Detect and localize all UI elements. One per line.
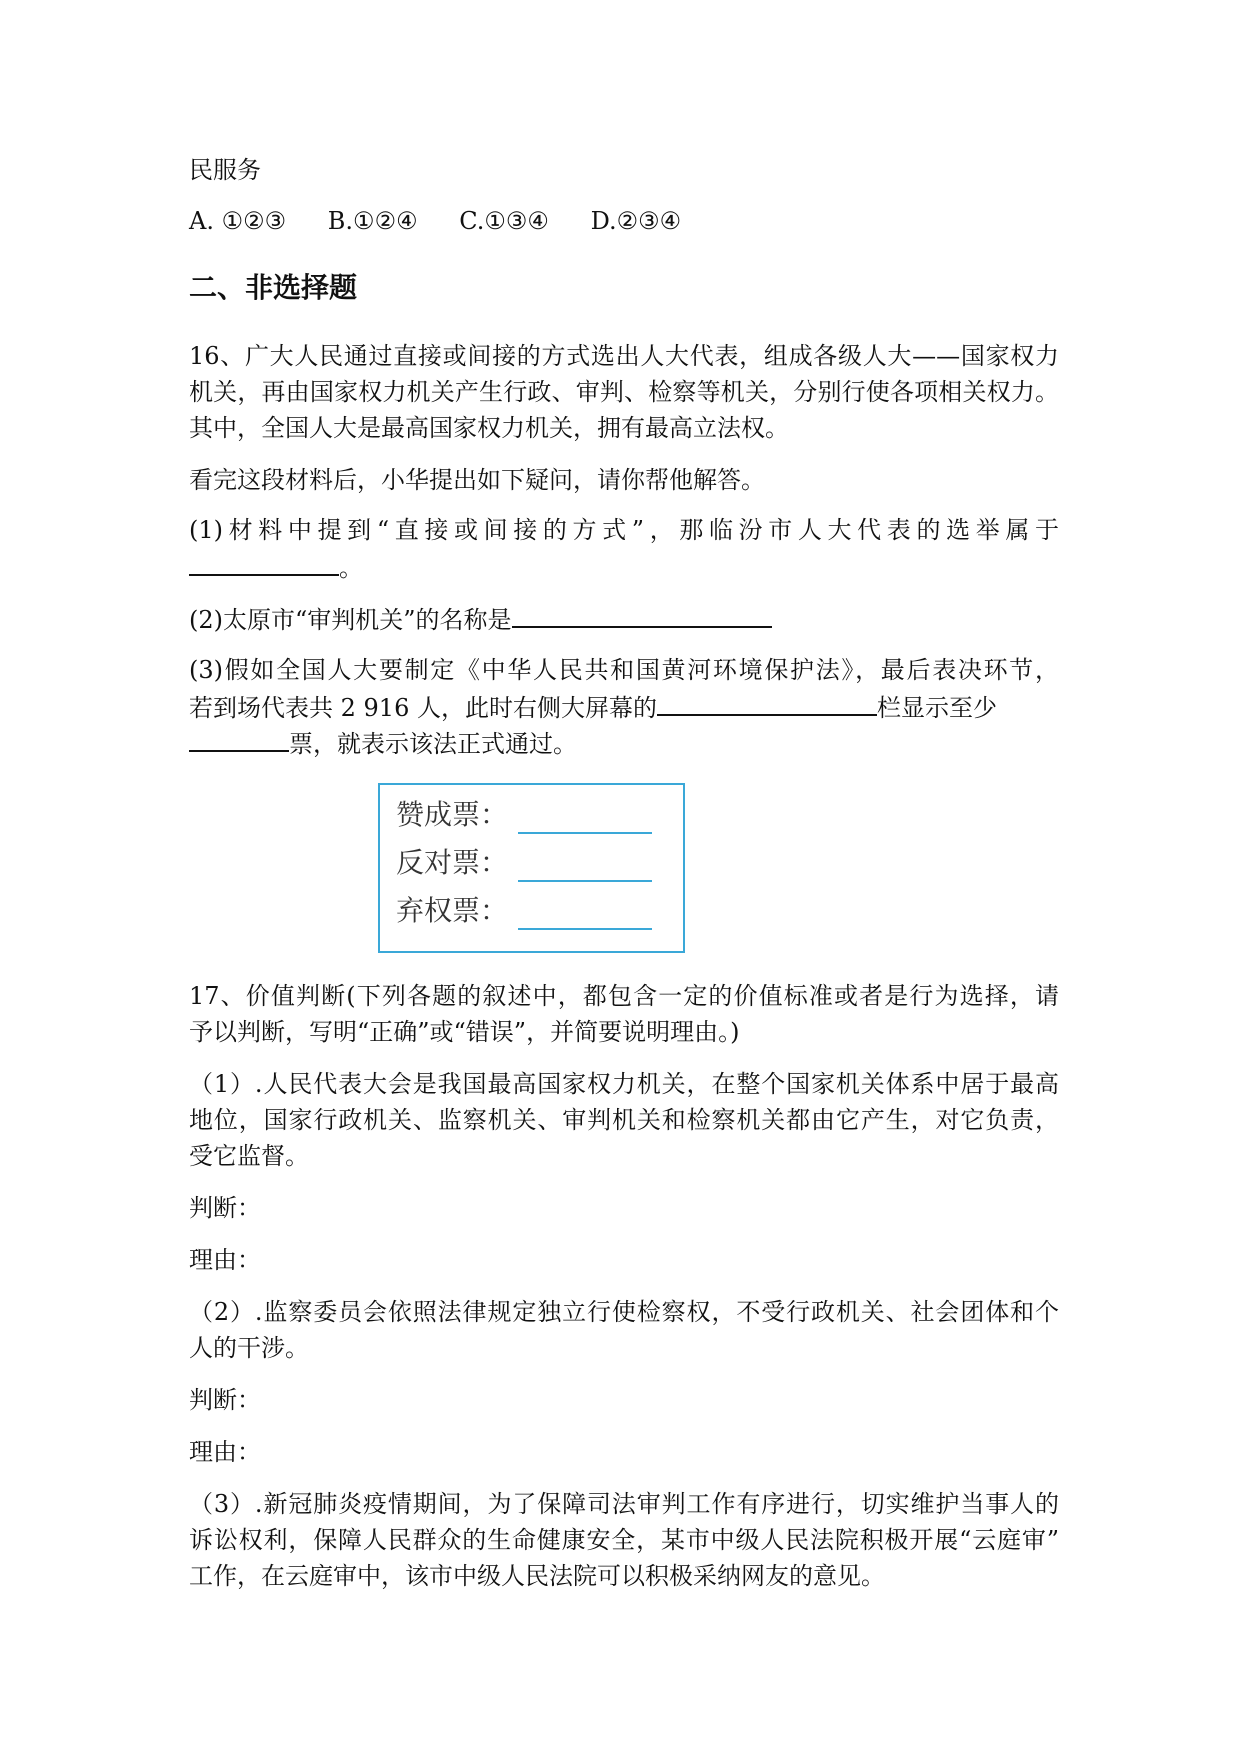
vote-against-blank[interactable] xyxy=(518,880,652,882)
q16-sub1-line-1: (1)材料中提到“直接或间接的方式”，那临汾市人大代表的选举属于 xyxy=(189,516,1059,544)
option-d: D.②③④ xyxy=(590,207,682,235)
q17-item1-line-3: 受它监督。 xyxy=(189,1142,309,1170)
reason-label: 理由： xyxy=(189,1438,261,1466)
sub2-text: (2)太原市“审判机关”的名称是 xyxy=(189,606,512,634)
q16-sub3-line-2 xyxy=(189,688,1059,726)
reason-label: 理由： xyxy=(189,1246,261,1274)
judge-label: 判断： xyxy=(189,1194,261,1222)
vote-against-label: 反对票： xyxy=(396,846,509,879)
continuation-text: 民服务 xyxy=(189,156,261,184)
q17-item1-line-2: 地位，国家行政机关、监察机关、审判机关和检察机关都由它产生，对它负责， xyxy=(189,1106,1059,1134)
sub3-text-c: 票，就表示该法正式通过。 xyxy=(289,730,577,758)
vote-abstain-blank[interactable] xyxy=(518,928,652,930)
vote-abstain-label: 弃权票： xyxy=(396,894,509,927)
q16-sub3-line-3 xyxy=(189,724,1059,762)
option-b: B.①②④ xyxy=(327,207,418,235)
q16-sub2 xyxy=(189,600,1059,638)
q17-line-2: 予以判断，写明“正确”或“错误”，并简要说明理由。) xyxy=(189,1018,740,1046)
q17-item3-line-3: 工作，在云庭审中，该市中级人民法院可以积极采纳网友的意见。 xyxy=(189,1562,885,1590)
answer-blank[interactable] xyxy=(657,688,877,716)
q17-item2-line-2: 人的干涉。 xyxy=(189,1334,309,1362)
q17-item3-line-2: 诉讼权利，保障人民群众的生命健康安全，某市中级人民法院积极开展“云庭审” xyxy=(189,1526,1059,1554)
answer-blank[interactable] xyxy=(512,600,772,628)
q17-line-1: 17、价值判断(下列各题的叙述中，都包含一定的价值标准或者是行为选择，请 xyxy=(189,982,1059,1010)
section-title: 二、非选择题 xyxy=(189,271,358,304)
vote-board xyxy=(378,783,685,953)
option-a: A. ①②③ xyxy=(189,207,287,235)
sub1-end-punct: 。 xyxy=(339,554,363,582)
q17-item2-line-1: （2）.监察委员会依照法律规定独立行使检察权，不受行政机关、社会团体和个 xyxy=(189,1298,1059,1326)
judge-label: 判断： xyxy=(189,1386,261,1414)
q16-prompt: 看完这段材料后，小华提出如下疑问，请你帮他解答。 xyxy=(189,466,765,494)
q16-sub1-line-2 xyxy=(189,548,1059,586)
answer-blank[interactable] xyxy=(189,548,339,576)
q17-item3-line-1: （3）.新冠肺炎疫情期间，为了保障司法审判工作有序进行，切实维护当事人的 xyxy=(189,1490,1059,1518)
q16-line-3: 其中，全国人大是最高国家权力机关，拥有最高立法权。 xyxy=(189,414,789,442)
q16-line-1: 16、广大人民通过直接或间接的方式选出人大代表，组成各级人大——国家权力 xyxy=(189,342,1059,370)
q16-line-2: 机关，再由国家权力机关产生行政、审判、检察等机关，分别行使各项相关权力。 xyxy=(189,378,1059,406)
sub3-text-a: 若到场代表共 2 916 人，此时右侧大屏幕的 xyxy=(189,694,657,722)
answer-blank[interactable] xyxy=(189,724,289,752)
sub3-text-b: 栏显示至少 xyxy=(876,694,997,722)
option-c: C.①③④ xyxy=(459,207,549,235)
vote-for-blank[interactable] xyxy=(518,832,652,834)
q16-sub3-line-1: (3)假如全国人大要制定《中华人民共和国黄河环境保护法》，最后表决环节， xyxy=(189,656,1059,684)
vote-for-label: 赞成票： xyxy=(396,798,509,831)
q17-item1-line-1: （1）.人民代表大会是我国最高国家权力机关，在整个国家机关体系中居于最高 xyxy=(189,1070,1059,1098)
q15-options xyxy=(189,203,1059,239)
